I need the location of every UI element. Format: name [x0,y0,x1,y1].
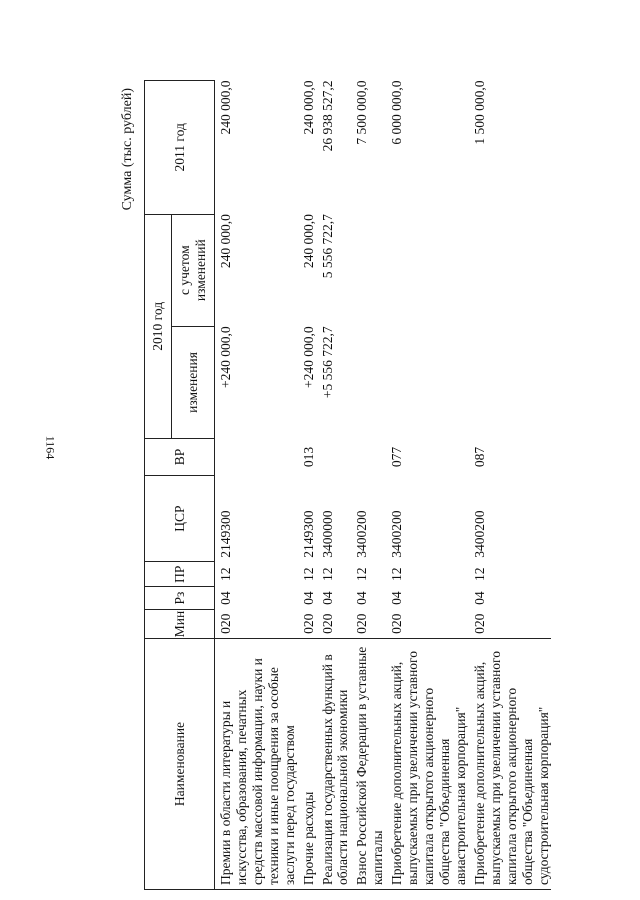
rotated-table-area [120,80,610,890]
table-row [215,81,298,890]
row-min: 020 [319,613,335,634]
header-pr: ПР [145,562,215,587]
row-changes [386,326,469,438]
header-with-changes: с учетом изменений [172,214,215,326]
row-rz: 04 [471,591,487,605]
row-csr: 3400200 [471,510,487,558]
row-rz: 04 [354,591,370,605]
header-rz: Рз [145,587,215,610]
row-changes [351,326,386,438]
table-row [298,81,317,890]
row-pr: 12 [300,567,316,581]
header-min: Мин [145,610,215,639]
budget-table [144,80,551,890]
unit-note: Сумма (тыс. рублей) [120,88,135,211]
row-min: 020 [389,613,405,634]
row-with-changes: 240 000,0 [218,214,233,269]
row-vr: 087 [471,446,487,468]
row-pr: 12 [389,567,405,581]
row-name: Премии в области литературы и искусства, образования, печатных средств массовой информации, науки и техники и иные поощрения за особые заслуги перед государством [215,639,298,890]
row-rz: 04 [300,591,316,605]
row-min: 020 [471,613,487,634]
row-vr [215,439,298,476]
row-changes: +5 556 722,7 [319,326,335,399]
row-min: 020 [218,613,233,634]
row-pr: 12 [319,567,335,581]
row-with-changes [351,214,386,326]
table-row [386,81,469,890]
row-name: Приобретение дополнительных акций, выпускаемых при увеличении уставного капитала открытого акционерного общества "Объединенная авиастроительная корпорация" [386,639,469,890]
row-changes: +240 000,0 [300,326,316,388]
header-vr: ВР [145,439,215,476]
row-name: Прочие расходы [298,639,317,890]
row-vr [317,439,352,476]
row-2011: 1 500 000,0 [471,80,487,145]
row-vr [351,439,386,476]
row-csr: 3400200 [389,510,405,558]
row-2011: 240 000,0 [300,80,316,135]
row-pr: 12 [471,567,487,581]
row-rz: 04 [319,591,335,605]
row-name: Взнос Российской Федерации в уставные капиталы [351,639,386,890]
header-changes: изменения [172,326,215,438]
row-pr: 12 [354,567,370,581]
page-number: 1164 [43,435,58,460]
row-2011: 6 000 000,0 [389,80,405,145]
row-2011: 26 938 527,2 [319,80,335,152]
row-with-changes: 5 556 722,7 [319,214,335,279]
row-2011: 240 000,0 [218,80,233,135]
row-csr: 3400000 [319,510,335,558]
row-min: 020 [300,613,316,634]
row-pr: 12 [218,567,233,581]
header-name: Наименование [145,639,215,890]
row-name: Реализация государственных функций в области национальной экономики [317,639,352,890]
row-vr: 013 [300,446,316,468]
row-with-changes [469,214,552,326]
row-name: Приобретение дополнительных акций, выпускаемых при увеличении уставного капитала открытого акционерного общества "Объединенная судостроительная корпорация" [469,639,552,890]
header-2011: 2011 год [145,81,215,215]
row-csr: 3400200 [354,510,370,558]
table-row [317,81,352,890]
header-2010: 2010 год [145,214,172,439]
row-with-changes [386,214,469,326]
row-min: 020 [354,613,370,634]
row-vr: 077 [389,446,405,468]
row-csr: 2149300 [300,510,316,558]
row-changes [469,326,552,438]
row-2011: 7 500 000,0 [354,80,370,145]
table-row [351,81,386,890]
row-rz: 04 [389,591,405,605]
row-with-changes: 240 000,0 [300,214,316,269]
header-csr: ЦСР [145,475,215,561]
row-rz: 04 [218,591,233,605]
row-csr: 2149300 [218,510,233,558]
row-changes: +240 000,0 [218,326,233,388]
table-row [469,81,552,890]
